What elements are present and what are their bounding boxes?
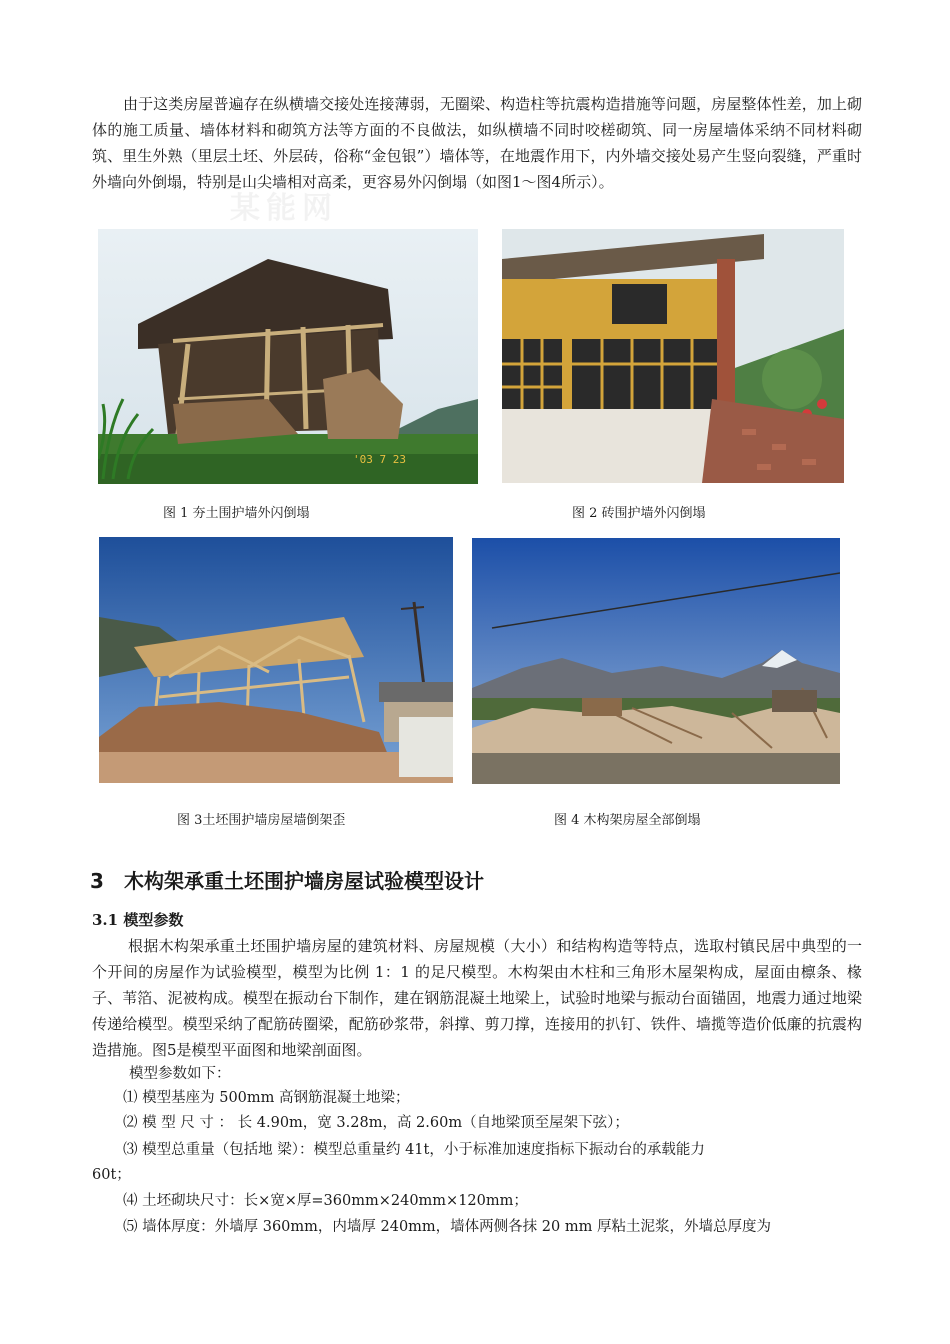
figure-3-photo	[99, 537, 453, 783]
figure-4-caption: 图 4 木构架房屋全部倒塌	[554, 813, 701, 828]
intro-paragraph: 由于这类房屋普遍存在纵横墙交接处连接薄弱，无圈梁、构造柱等抗震构造措施等问题，房屋整体性差，加上砌体的施工质量、墙体材料和砌筑方法等方面的不良做法，如纵横墙不同时咬槎砌筑、同一房屋墙体采纳不同材料砌筑、里生外熟（里层土坯、外层砖，俗称“金包银”）墙体等，在地震作用下，内外墙交接处易产生竖向裂缝，严重时外墙向外倒塌，特别是山尖墙相对高柔，更容易外闪倒塌（如图1～图4所示）。	[92, 95, 862, 191]
photo-date-stamp: '03 7 23	[353, 453, 406, 466]
section-number: 3	[90, 869, 104, 893]
body-paragraph: 根据木构架承重土坯围护墙房屋的建筑材料、房屋规模（大小）和结构构造等特点，选取村镇民居中典型的一个开间的房屋作为试验模型，模型为比例 1：1 的足尺模型。木构架由木柱和三角形木屋架构成，屋面由檩条、椽子、苇箔、泥被构成。模型在振动台下制作，建在钢筋混凝土地梁上，试验时地梁与振动台面锚固，地震力通过地梁传递给模型。模型采纳了配筋砖圈梁，配筋砂浆带，斜撑、剪刀撑，连接用的扒钉、铁件、墙揽等造价低廉的抗震构造措施。图5是模型平面图和地梁剖面图。	[92, 937, 862, 1059]
figure-2-caption: 图 2 砖围护墙外闪倒塌	[572, 506, 706, 521]
section-heading	[90, 868, 484, 894]
figure-3-caption: 图 3土坯围护墙房屋墙倒架歪	[177, 813, 346, 828]
figure-4-photo	[472, 538, 840, 784]
param-item-2: ⑵ 模 型 尺 寸 ： 长 4.90m，宽 3.28m，高 2.60m（自地梁顶至屋架下弦）；	[123, 1115, 629, 1131]
section-title: 木构架承重土坯围护墙房屋试验模型设计	[124, 869, 484, 893]
watermark-text: 某能网	[230, 191, 338, 226]
param-item-4: ⑷ 土坯砌块尺寸：长×宽×厚=360mm×240mm×120mm；	[123, 1193, 528, 1209]
figure-2-photo	[502, 229, 844, 483]
param-item-5: ⑸ 墙体厚度：外墙厚 360mm，内墙厚 240mm，墙体两侧各抹 20 mm 厚粘土泥浆，外墙总厚度为	[123, 1219, 771, 1235]
params-intro: 模型参数如下：	[129, 1066, 231, 1082]
figure-1-photo	[98, 229, 478, 484]
param-item-3-cont: 60t；	[92, 1167, 131, 1183]
param-item-3: ⑶ 模型总重量（包括地 梁）：模型总重量约 41t，小于标准加速度指标下振动台的承载能力	[123, 1142, 705, 1158]
figure-1-caption: 图 1 夯土围护墙外闪倒塌	[163, 506, 310, 521]
param-item-1: ⑴ 模型基座为 500mm 高钢筋混凝土地梁；	[123, 1090, 410, 1106]
subsection-heading: 3.1 模型参数	[92, 911, 184, 929]
